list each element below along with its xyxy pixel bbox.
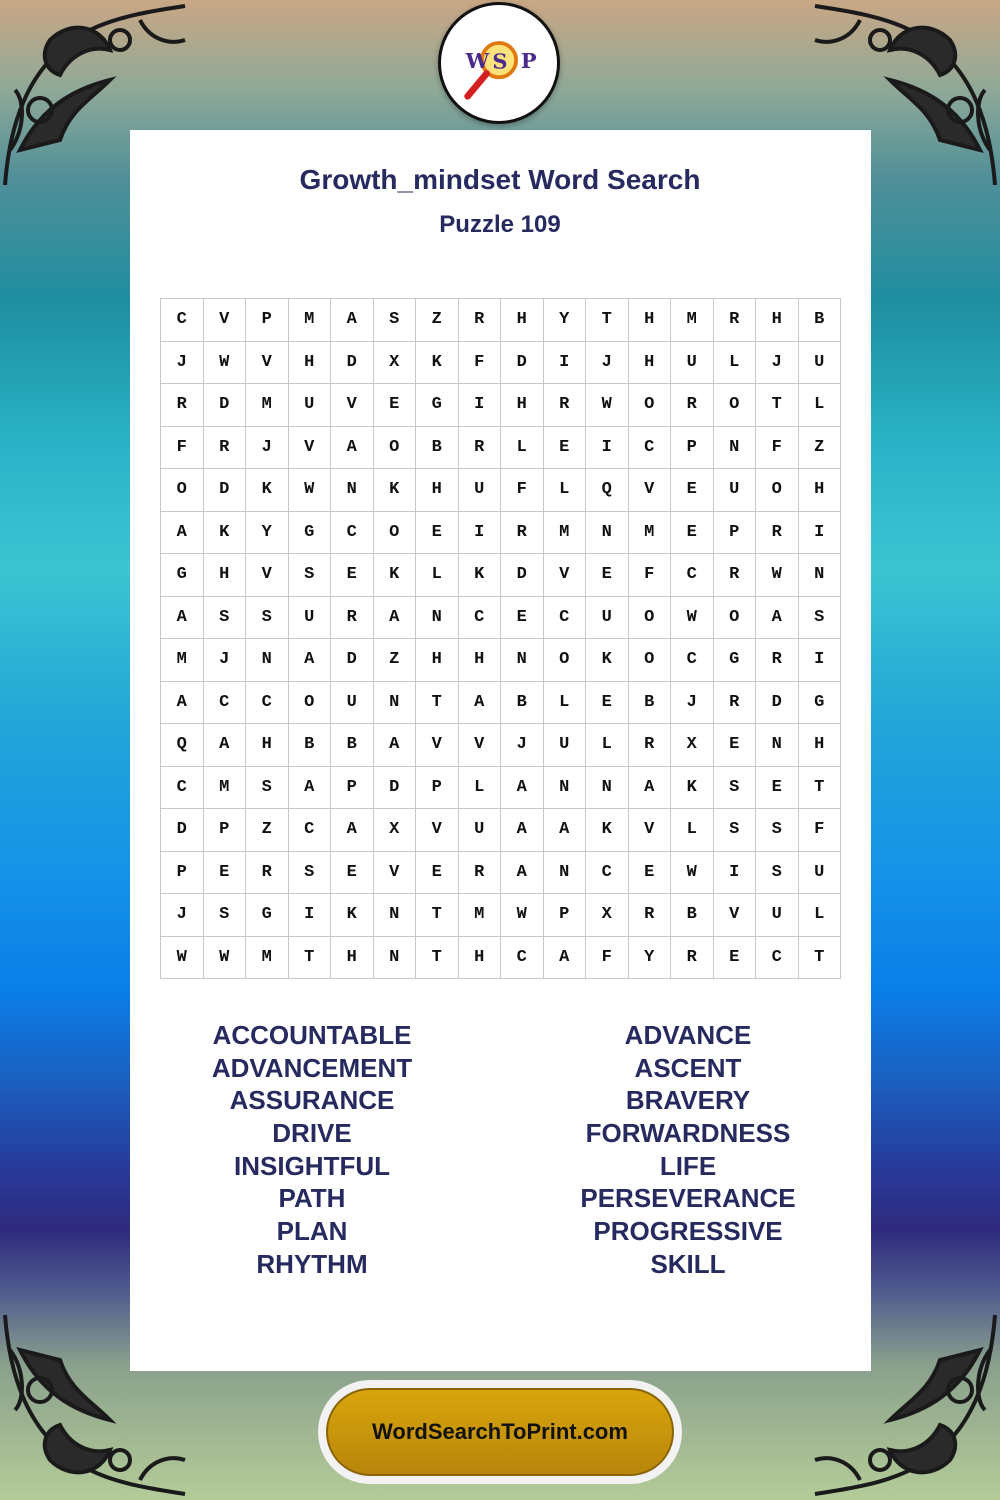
grid-cell[interactable]: R (756, 639, 799, 682)
grid-cell[interactable]: A (501, 852, 544, 895)
grid-cell[interactable]: O (756, 469, 799, 512)
grid-cell[interactable]: R (246, 852, 289, 895)
grid-cell[interactable]: P (416, 767, 459, 810)
grid-cell[interactable]: P (671, 427, 714, 470)
grid-cell[interactable]: C (756, 937, 799, 980)
grid-cell[interactable]: P (246, 299, 289, 342)
grid-cell[interactable]: V (714, 894, 757, 937)
grid-cell[interactable]: T (586, 299, 629, 342)
grid-cell[interactable]: B (501, 682, 544, 725)
grid-cell[interactable]: N (799, 554, 842, 597)
grid-cell[interactable]: P (331, 767, 374, 810)
word-list-item: INSIGHTFUL (234, 1150, 390, 1181)
grid-cell[interactable]: B (331, 724, 374, 767)
grid-cell[interactable]: C (204, 682, 247, 725)
grid-cell[interactable]: C (289, 809, 332, 852)
grid-cell[interactable]: A (331, 299, 374, 342)
grid-cell[interactable]: E (671, 512, 714, 555)
grid-cell[interactable]: X (374, 342, 417, 385)
grid-cell[interactable]: T (416, 937, 459, 980)
grid-cell[interactable]: I (459, 512, 502, 555)
grid-cell[interactable]: R (204, 427, 247, 470)
grid-cell[interactable]: V (246, 554, 289, 597)
word-list-right (538, 1019, 838, 1281)
logo-letter-s: S (492, 48, 508, 74)
grid-cell[interactable]: S (374, 299, 417, 342)
grid-cell[interactable]: S (246, 767, 289, 810)
grid-cell[interactable]: E (714, 937, 757, 980)
grid-cell[interactable]: W (671, 597, 714, 640)
grid-cell[interactable]: L (544, 469, 587, 512)
grid-cell[interactable]: O (714, 597, 757, 640)
grid-cell[interactable]: S (756, 809, 799, 852)
grid-cell[interactable]: A (544, 937, 587, 980)
grid-cell[interactable]: L (586, 724, 629, 767)
grid-cell[interactable]: O (629, 639, 672, 682)
grid-cell[interactable]: T (799, 937, 842, 980)
grid-cell[interactable]: H (799, 469, 842, 512)
grid-cell[interactable]: U (289, 597, 332, 640)
grid-cell[interactable]: H (629, 299, 672, 342)
grid-cell[interactable]: K (331, 894, 374, 937)
grid-cell[interactable]: H (416, 639, 459, 682)
grid-cell[interactable]: E (629, 852, 672, 895)
grid-cell[interactable]: S (714, 809, 757, 852)
grid-cell[interactable]: A (501, 809, 544, 852)
grid-cell[interactable]: O (629, 384, 672, 427)
grid-cell[interactable]: M (629, 512, 672, 555)
grid-cell[interactable]: U (331, 682, 374, 725)
grid-cell[interactable]: K (374, 469, 417, 512)
grid-cell[interactable]: H (416, 469, 459, 512)
grid-cell[interactable]: N (501, 639, 544, 682)
grid-cell[interactable]: S (756, 852, 799, 895)
grid-cell[interactable]: A (289, 767, 332, 810)
grid-cell[interactable]: E (374, 384, 417, 427)
grid-cell[interactable]: V (459, 724, 502, 767)
grid-cell[interactable]: Y (544, 299, 587, 342)
grid-cell[interactable]: O (161, 469, 204, 512)
word-list-item: PROGRESSIVE (593, 1216, 783, 1247)
grid-cell[interactable]: M (459, 894, 502, 937)
grid-cell[interactable]: E (331, 852, 374, 895)
grid-cell[interactable]: G (714, 639, 757, 682)
grid-cell[interactable]: M (289, 299, 332, 342)
grid-cell[interactable]: R (331, 597, 374, 640)
grid-cell[interactable]: C (161, 299, 204, 342)
grid-cell[interactable]: C (671, 554, 714, 597)
grid-cell[interactable]: S (204, 597, 247, 640)
grid-cell[interactable]: K (586, 639, 629, 682)
grid-cell[interactable]: N (374, 894, 417, 937)
grid-cell[interactable]: I (714, 852, 757, 895)
grid-cell[interactable]: S (289, 554, 332, 597)
grid-cell[interactable]: K (459, 554, 502, 597)
word-list-item: ASSURANCE (229, 1085, 395, 1116)
grid-cell[interactable]: R (671, 937, 714, 980)
grid-cell[interactable]: V (544, 554, 587, 597)
grid-cell[interactable]: Y (246, 512, 289, 555)
grid-cell[interactable]: G (289, 512, 332, 555)
grid-cell[interactable]: W (289, 469, 332, 512)
grid-cell[interactable]: I (799, 512, 842, 555)
grid-cell[interactable]: M (246, 384, 289, 427)
grid-cell[interactable]: L (501, 427, 544, 470)
grid-cell[interactable]: A (756, 597, 799, 640)
grid-cell[interactable]: R (459, 852, 502, 895)
grid-cell[interactable]: H (204, 554, 247, 597)
grid-cell[interactable]: M (246, 937, 289, 980)
grid-cell[interactable]: H (246, 724, 289, 767)
grid-cell[interactable]: K (204, 512, 247, 555)
grid-cell[interactable]: B (416, 427, 459, 470)
grid-cell[interactable]: E (204, 852, 247, 895)
grid-cell[interactable]: X (586, 894, 629, 937)
word-list-item: BRAVERY (625, 1085, 751, 1116)
grid-cell[interactable]: I (799, 639, 842, 682)
grid-cell[interactable]: E (671, 469, 714, 512)
grid-cell[interactable]: A (544, 809, 587, 852)
grid-cell[interactable]: H (799, 724, 842, 767)
grid-cell[interactable]: E (544, 427, 587, 470)
grid-cell[interactable]: L (544, 682, 587, 725)
grid-cell[interactable]: D (331, 342, 374, 385)
grid-cell[interactable]: D (204, 469, 247, 512)
grid-cell[interactable]: P (714, 512, 757, 555)
word-list-item: ADVANCEMENT (211, 1052, 413, 1083)
grid-cell[interactable]: A (289, 639, 332, 682)
grid-cell[interactable]: L (799, 894, 842, 937)
grid-cell[interactable]: J (204, 639, 247, 682)
grid-cell[interactable]: J (501, 724, 544, 767)
grid-cell[interactable]: M (671, 299, 714, 342)
word-list-item: ACCOUNTABLE (212, 1020, 412, 1050)
grid-cell[interactable]: R (629, 724, 672, 767)
grid-cell[interactable]: V (416, 809, 459, 852)
grid-cell[interactable]: J (586, 342, 629, 385)
grid-cell[interactable]: H (756, 299, 799, 342)
grid-cell[interactable]: A (459, 682, 502, 725)
grid-cell[interactable]: F (161, 427, 204, 470)
word-list-item: PATH (278, 1183, 346, 1214)
grid-cell[interactable]: N (331, 469, 374, 512)
grid-cell[interactable]: W (204, 937, 247, 980)
grid-cell[interactable]: D (161, 809, 204, 852)
grid-cell[interactable]: Z (246, 809, 289, 852)
grid-cell[interactable]: O (374, 512, 417, 555)
grid-cell[interactable]: J (161, 342, 204, 385)
page-title: Growth_mindset Word Search (299, 164, 701, 195)
grid-cell[interactable]: O (374, 427, 417, 470)
grid-cell[interactable]: U (459, 469, 502, 512)
grid-cell[interactable]: K (246, 469, 289, 512)
grid-cell[interactable]: A (374, 597, 417, 640)
grid-cell[interactable]: P (161, 852, 204, 895)
grid-cell[interactable]: A (331, 427, 374, 470)
grid-cell[interactable]: K (374, 554, 417, 597)
wsp-logo[interactable] (438, 2, 560, 124)
grid-cell[interactable]: U (586, 597, 629, 640)
grid-cell[interactable]: S (204, 894, 247, 937)
grid-cell[interactable]: U (459, 809, 502, 852)
grid-cell[interactable]: N (246, 639, 289, 682)
grid-cell[interactable]: N (544, 852, 587, 895)
grid-cell[interactable]: L (459, 767, 502, 810)
grid-cell[interactable]: G (246, 894, 289, 937)
grid-cell[interactable]: D (204, 384, 247, 427)
grid-cell[interactable]: U (544, 724, 587, 767)
grid-cell[interactable]: O (714, 384, 757, 427)
grid-cell[interactable]: G (799, 682, 842, 725)
grid-cell[interactable]: C (629, 427, 672, 470)
grid-cell[interactable]: C (501, 937, 544, 980)
grid-cell[interactable]: A (331, 809, 374, 852)
grid-cell[interactable]: D (374, 767, 417, 810)
grid-cell[interactable]: M (204, 767, 247, 810)
grid-cell[interactable]: B (289, 724, 332, 767)
grid-cell[interactable]: N (756, 724, 799, 767)
grid-cell[interactable]: T (289, 937, 332, 980)
grid-cell[interactable]: R (544, 384, 587, 427)
grid-cell[interactable]: R (756, 512, 799, 555)
grid-cell[interactable]: W (586, 384, 629, 427)
grid-cell[interactable]: X (671, 724, 714, 767)
grid-cell[interactable]: O (544, 639, 587, 682)
grid-cell[interactable]: R (714, 554, 757, 597)
grid-cell[interactable]: H (331, 937, 374, 980)
grid-cell[interactable]: I (586, 427, 629, 470)
grid-cell[interactable]: F (586, 937, 629, 980)
grid-cell[interactable]: T (756, 384, 799, 427)
grid-cell[interactable]: U (799, 852, 842, 895)
grid-cell[interactable]: A (161, 682, 204, 725)
grid-cell[interactable]: U (714, 469, 757, 512)
grid-cell[interactable]: H (459, 937, 502, 980)
grid-cell[interactable]: P (204, 809, 247, 852)
grid-cell[interactable]: K (416, 342, 459, 385)
grid-cell[interactable]: F (501, 469, 544, 512)
grid-cell[interactable]: C (331, 512, 374, 555)
grid-cell[interactable]: S (799, 597, 842, 640)
grid-cell[interactable]: O (629, 597, 672, 640)
website-link-button[interactable]: WordSearchToPrint.com (326, 1388, 674, 1476)
logo-letter-p: P (520, 47, 537, 73)
grid-cell[interactable]: W (501, 894, 544, 937)
grid-cell[interactable]: J (671, 682, 714, 725)
word-list-item: DRIVE (272, 1118, 352, 1149)
grid-cell[interactable]: L (799, 384, 842, 427)
grid-cell[interactable]: H (501, 384, 544, 427)
grid-cell[interactable]: N (544, 767, 587, 810)
grid-cell[interactable]: V (289, 427, 332, 470)
grid-cell[interactable]: Y (629, 937, 672, 980)
grid-cell[interactable]: F (459, 342, 502, 385)
grid-cell[interactable]: H (629, 342, 672, 385)
grid-cell[interactable]: H (501, 299, 544, 342)
grid-cell[interactable]: V (204, 299, 247, 342)
grid-cell[interactable]: C (459, 597, 502, 640)
grid-cell[interactable]: R (459, 427, 502, 470)
grid-cell[interactable]: W (671, 852, 714, 895)
grid-cell[interactable]: Q (586, 469, 629, 512)
word-list-item: PERSEVERANCE (580, 1183, 796, 1214)
grid-cell[interactable]: F (799, 809, 842, 852)
grid-cell[interactable]: V (629, 809, 672, 852)
grid-cell[interactable]: O (289, 682, 332, 725)
grid-cell[interactable]: D (501, 554, 544, 597)
word-list-item: SKILL (650, 1248, 726, 1279)
grid-cell[interactable]: L (671, 809, 714, 852)
grid-cell[interactable]: R (161, 384, 204, 427)
grid-cell[interactable]: J (246, 427, 289, 470)
grid-cell[interactable]: K (671, 767, 714, 810)
grid-cell[interactable]: U (289, 384, 332, 427)
grid-cell[interactable]: U (671, 342, 714, 385)
grid-cell[interactable]: C (161, 767, 204, 810)
grid-cell[interactable]: A (161, 512, 204, 555)
grid-cell[interactable]: V (374, 852, 417, 895)
grid-cell[interactable]: V (246, 342, 289, 385)
grid-cell[interactable]: N (374, 937, 417, 980)
word-list-item: ADVANCE (624, 1020, 752, 1050)
grid-cell[interactable]: P (544, 894, 587, 937)
grid-cell[interactable]: E (756, 767, 799, 810)
grid-cell[interactable]: D (756, 682, 799, 725)
grid-cell[interactable]: Q (161, 724, 204, 767)
grid-cell[interactable]: A (629, 767, 672, 810)
grid-cell[interactable]: V (331, 384, 374, 427)
grid-cell[interactable]: K (586, 809, 629, 852)
grid-cell[interactable]: C (246, 682, 289, 725)
grid-cell[interactable]: H (459, 639, 502, 682)
grid-cell[interactable]: A (374, 724, 417, 767)
grid-cell[interactable]: U (799, 342, 842, 385)
word-list-item: ASCENT (634, 1052, 742, 1083)
grid-cell[interactable]: I (459, 384, 502, 427)
puzzle-number: Puzzle 109 (439, 211, 561, 238)
grid-cell[interactable]: N (586, 767, 629, 810)
grid-cell[interactable]: Z (416, 299, 459, 342)
grid-cell[interactable]: J (161, 894, 204, 937)
grid-cell[interactable]: R (714, 682, 757, 725)
grid-cell[interactable]: X (374, 809, 417, 852)
grid-cell[interactable]: A (161, 597, 204, 640)
grid-cell[interactable]: V (416, 724, 459, 767)
grid-cell[interactable]: E (586, 682, 629, 725)
grid-cell[interactable]: N (374, 682, 417, 725)
grid-cell[interactable]: T (416, 682, 459, 725)
grid-cell[interactable]: S (289, 852, 332, 895)
grid-cell[interactable]: L (416, 554, 459, 597)
grid-cell[interactable]: I (544, 342, 587, 385)
grid-cell[interactable]: T (799, 767, 842, 810)
grid-cell[interactable]: F (629, 554, 672, 597)
grid-cell[interactable]: S (714, 767, 757, 810)
grid-cell[interactable]: I (289, 894, 332, 937)
word-list-item: PLAN (276, 1216, 348, 1247)
grid-cell[interactable]: N (586, 512, 629, 555)
grid-cell[interactable]: Z (374, 639, 417, 682)
grid-cell[interactable]: U (756, 894, 799, 937)
word-list-item: FORWARDNESS (585, 1118, 791, 1149)
grid-cell[interactable]: H (289, 342, 332, 385)
word-list-left (162, 1019, 462, 1281)
grid-cell[interactable]: W (204, 342, 247, 385)
grid-cell[interactable]: R (629, 894, 672, 937)
grid-cell[interactable]: C (544, 597, 587, 640)
grid-cell[interactable]: E (331, 554, 374, 597)
grid-cell[interactable]: L (714, 342, 757, 385)
grid-cell[interactable]: V (629, 469, 672, 512)
grid-cell[interactable]: E (501, 597, 544, 640)
grid-cell[interactable]: R (671, 384, 714, 427)
grid-cell[interactable]: W (756, 554, 799, 597)
grid-cell[interactable]: E (714, 724, 757, 767)
grid-cell[interactable]: E (586, 554, 629, 597)
grid-cell[interactable]: J (756, 342, 799, 385)
grid-cell[interactable]: A (204, 724, 247, 767)
grid-cell[interactable]: A (501, 767, 544, 810)
grid-cell[interactable]: C (671, 639, 714, 682)
grid-cell[interactable]: B (629, 682, 672, 725)
grid-cell[interactable]: Z (799, 427, 842, 470)
grid-cell[interactable]: N (714, 427, 757, 470)
grid-cell[interactable]: B (671, 894, 714, 937)
logo-letter-w: W (465, 47, 490, 73)
grid-cell[interactable]: S (246, 597, 289, 640)
grid-cell[interactable]: E (416, 512, 459, 555)
grid-cell[interactable]: R (459, 299, 502, 342)
grid-cell[interactable]: R (501, 512, 544, 555)
word-list-item: LIFE (659, 1150, 717, 1181)
grid-cell[interactable]: C (586, 852, 629, 895)
grid-cell[interactable]: N (416, 597, 459, 640)
grid-cell[interactable]: G (161, 554, 204, 597)
grid-cell[interactable]: F (756, 427, 799, 470)
grid-cell[interactable]: B (799, 299, 842, 342)
grid-cell[interactable]: D (501, 342, 544, 385)
grid-cell[interactable]: W (161, 937, 204, 980)
letter-grid (160, 298, 841, 979)
grid-cell[interactable]: T (416, 894, 459, 937)
grid-cell[interactable]: G (416, 384, 459, 427)
grid-cell[interactable]: E (416, 852, 459, 895)
grid-cell[interactable]: D (331, 639, 374, 682)
grid-cell[interactable]: R (714, 299, 757, 342)
word-list-item: RHYTHM (256, 1248, 368, 1279)
grid-cell[interactable]: M (544, 512, 587, 555)
grid-cell[interactable]: M (161, 639, 204, 682)
